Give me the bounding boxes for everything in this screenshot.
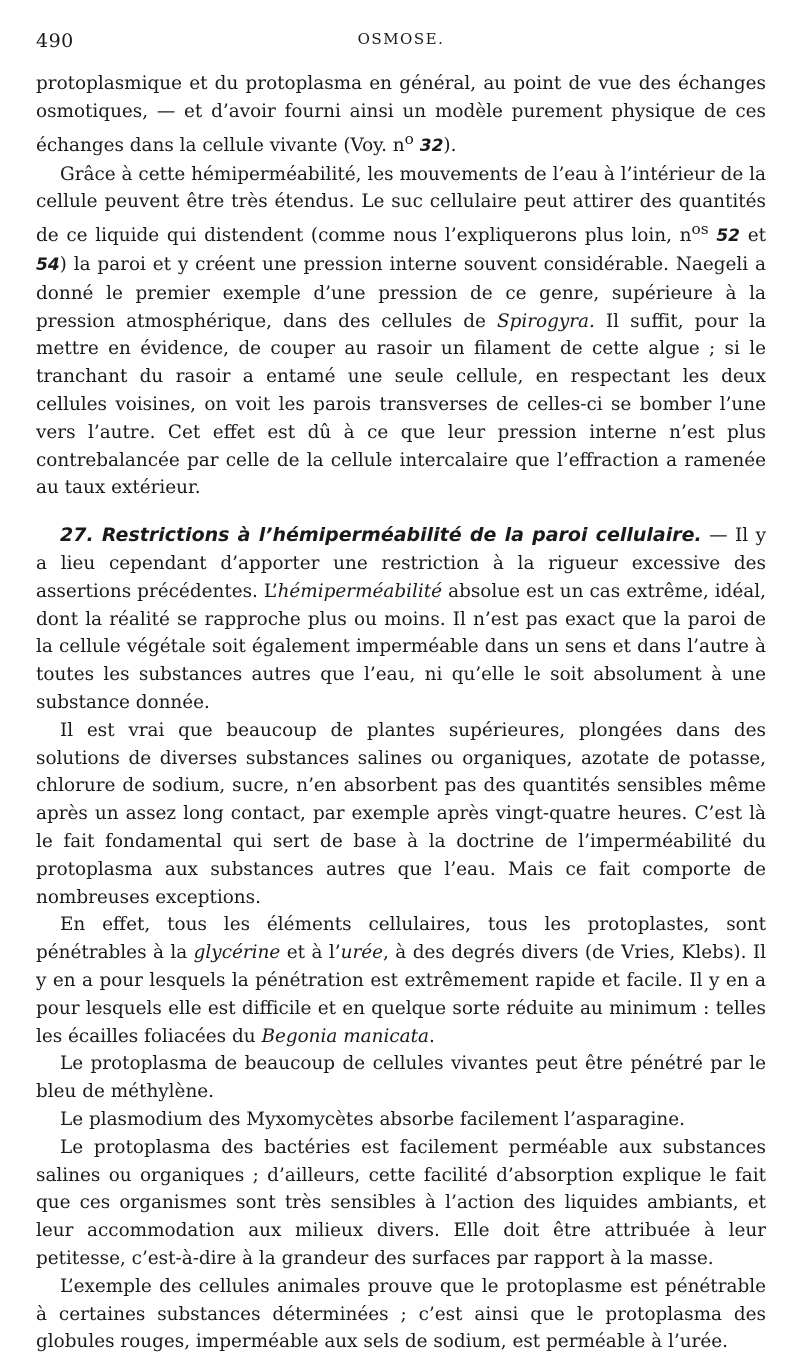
section-27-paragraph bbox=[36, 522, 766, 717]
section-heading: 27. Restrictions à l’hémiperméabilité de la paroi cellulaire. bbox=[60, 524, 702, 547]
paragraph-text: Il y a lieu cependant d’apporter une restriction à la rigueur excessive des assertions précédentes. L’ bbox=[36, 525, 766, 602]
paragraph-methylene: Le protoplasma de beaucoup de cellules vivantes peut être pénétré par le bleu de méthylène. bbox=[36, 1053, 766, 1103]
section-reference: 32 bbox=[419, 135, 444, 156]
italic-term: glycérine bbox=[193, 942, 281, 964]
paragraph-text: et à l’ bbox=[280, 942, 341, 964]
paragraph-plants: Il est vrai que beaucoup de plantes supérieures, plongées dans des solutions de diverses substances salines ou organiques, azotate de potasse, chlorure de sodium, sucre, n’en absorbent pas des quantités sensibles même après un assez long contact, par exemple après vingt-quatre heures. C’est là le fait fondamental qui sert de base à la doctrine de l’imperméabilité du protoplasma aux substances autres que l’eau. Mais ce fait comporte de nombreuses exceptions. bbox=[36, 719, 766, 908]
paragraph-text: Il suffit, pour la mettre en évidence, de couper au rasoir un filament de cette algue ; si le tranchant du rasoir a entamé une seule cellule, en respectant les deux cellules voisines, on voit les parois transverses de celles-ci se bomber l’une vers l’autre. Cet effet est dû à ce que leur pression interne n’est plus contrebalancée par celle de la cellule intercalaire que l’effraction a ramenée au taux extérieur. bbox=[36, 310, 766, 499]
paragraph-text: . bbox=[428, 1025, 435, 1047]
paragraph-text: absolue est un cas extrême, idéal, dont la réalité se rapproche plus ou moins. Il n’est pas exact que la paroi de la cellule végétale soit également imperméable dans un sens et dans l’autre à toutes les substances autres que l’eau, ni qu’elle le soit absolument à une substance donnée. bbox=[36, 580, 766, 713]
paragraph-text: Grâce à cette hémiperméabilité, les mouvements de l’eau à l’intérieur de la cellule peuvent être très étendus. Le suc cellulaire peut attirer des quantités de ce liquide qui distendent (comme nous l’expliquerons plus loin, n bbox=[36, 163, 766, 247]
paragraph-animal-cells: L’exemple des cellules animales prouve que le protoplasme est pénétrable à certaines substances déterminées ; c’est ainsi que le protoplasma des globules rouges, imperméable aux sels de sodium, est perméable à l’urée. bbox=[36, 1275, 766, 1353]
paragraph-hemipermeability bbox=[36, 161, 766, 503]
body-text bbox=[36, 70, 766, 1356]
section-reference: 52 bbox=[716, 226, 740, 247]
italic-term: hémiperméabilité bbox=[277, 580, 443, 602]
italic-term: urée bbox=[340, 942, 384, 964]
superscript: os bbox=[691, 220, 709, 239]
section-reference: 54 bbox=[36, 255, 60, 276]
paragraph-text: — bbox=[701, 525, 736, 547]
paragraph-text: En effet, tous les éléments cellulaires, tous les protoplastes, sont pénétrables à la bbox=[36, 914, 766, 964]
paragraph-myxomycetes: Le plasmodium des Myxomycètes absorbe facilement l’asparagine. bbox=[60, 1108, 685, 1130]
page bbox=[36, 30, 766, 1356]
paragraph-text: et bbox=[740, 225, 766, 247]
page-header bbox=[36, 30, 766, 56]
page-number: 490 bbox=[36, 30, 74, 52]
running-title: OSMOSE. bbox=[357, 30, 445, 48]
paragraph-text: ). bbox=[443, 134, 457, 156]
paragraph-glycerine bbox=[36, 911, 766, 1050]
paragraph-bacteria: Le protoplasma des bactéries est facilement perméable aux substances salines ou organiques ; d’ailleurs, cette facilité d’absorption explique le fait que ces organismes sont très sensibles à l’action des liquides ambiants, et leur accommodation aux milieux divers. Elle doit être attribuée à leur petitesse, c’est-à-dire à la grandeur des surfaces par rapport à la masse. bbox=[36, 1136, 766, 1269]
paragraph-text: ) la paroi et y créent une pression interne souvent considérable. Naegeli a donné le premier exemple d’une pression de ce genre, supérieure à la pression atmosphérique, dans des cellules de bbox=[36, 254, 766, 332]
superscript: o bbox=[404, 129, 414, 148]
paragraph-continuation bbox=[36, 70, 766, 161]
paragraph-text: protoplasmique et du protoplasma en général, au point de vue des échanges osmotiques, — et d’avoir fourni ainsi un modèle purement physique de ces échanges dans la cellule vivante (Voy. n bbox=[36, 73, 766, 156]
species-name: Begonia manicata bbox=[261, 1025, 429, 1047]
paragraph-text: , à des degrés divers (de Vries, Klebs). Il y en a pour lesquels la pénétration est extrêmement rapide et facile. Il y en a pour lesquels elle est difficile et en quelque sorte réduite au minimum : telles les écailles foliacées du bbox=[36, 942, 767, 1047]
species-name: Spirogyra. bbox=[496, 310, 595, 332]
